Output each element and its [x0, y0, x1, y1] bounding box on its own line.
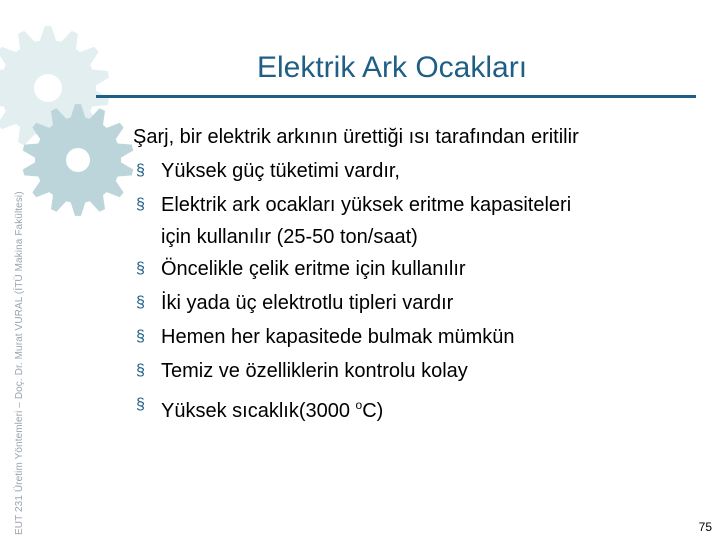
bullet-item	[133, 320, 703, 354]
bullet-item	[133, 388, 703, 428]
bullet-marker-icon: §	[136, 328, 145, 345]
gear-hole	[34, 74, 62, 102]
bullet-item	[133, 252, 703, 286]
bullet-text: Elektrik ark ocakları yüksek eritme kapasiteleri	[161, 194, 572, 216]
bullet-text: Yüksek sıcaklık(3000	[161, 400, 356, 422]
bullet-text: İki yada üç elektrotlu tipleri vardır	[161, 292, 454, 314]
bullet-item	[133, 286, 703, 320]
slide-content	[133, 120, 703, 428]
bullet-text: Temiz ve özelliklerin kontrolu kolay	[161, 360, 468, 382]
bullet-item	[133, 154, 703, 188]
bullet-marker-icon: §	[136, 162, 145, 179]
bullet-item	[133, 354, 703, 388]
degree-superscript: o	[355, 398, 363, 412]
bullet-text: Yüksek güç tüketimi vardır,	[161, 160, 400, 182]
bullet-item	[133, 188, 703, 252]
page-number: 75	[698, 520, 712, 534]
bullet-marker-icon: §	[136, 362, 145, 379]
title-underline	[96, 95, 696, 98]
intro-line: Şarj, bir elektrik arkının ürettiği ısı tarafından eritilir	[133, 126, 579, 148]
bullet-marker-icon: §	[136, 196, 145, 213]
bullet-text: Öncelikle çelik eritme için kullanılır	[161, 258, 466, 280]
bullet-text-continuation: için kullanılır (25-50 ton/saat)	[161, 226, 418, 248]
gear-hole	[66, 148, 90, 172]
bullet-list	[133, 154, 703, 428]
side-footer-text: EUT 231 Üretim Yöntemleri – Doç. Dr. Murat VURAL (İTÜ Makina Fakültesi)	[14, 191, 25, 535]
bullet-marker-icon: §	[136, 294, 145, 311]
bullet-text: Hemen her kapasitede bulmak mümkün	[161, 326, 515, 348]
bullet-text-suffix: C)	[362, 400, 384, 422]
bullet-marker-icon: §	[136, 396, 145, 413]
bullet-marker-icon: §	[136, 260, 145, 277]
slide-title: Elektrik Ark Ocakları	[256, 51, 528, 84]
